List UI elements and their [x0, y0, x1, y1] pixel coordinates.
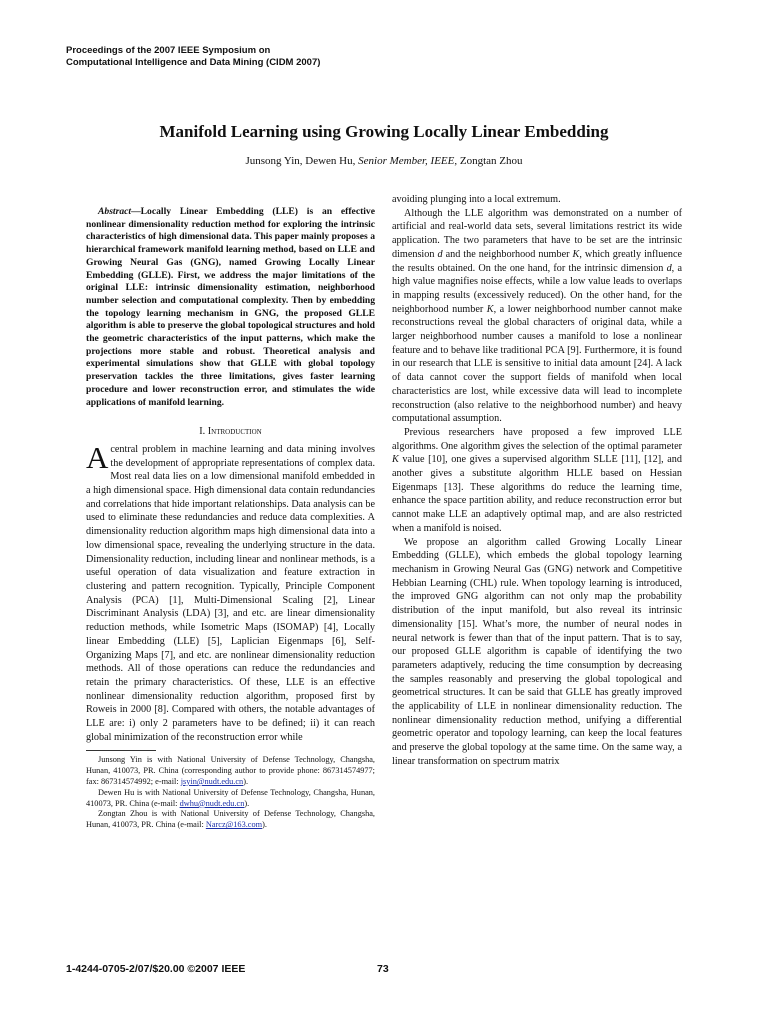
footnote-2-text: Dewen Hu is with National University of Defense Technology, Changsha, Hunan, 410073, PR. China (e-mail:: [86, 787, 375, 808]
r1-part-a: Although the LLE algorithm was demonstrated on a number of artificial and real-world data sets, several limitations restrict its wide application. The two parameters that have to be set are the intrinsic dimension: [392, 207, 682, 260]
author-line: [0, 155, 768, 167]
section-heading-introduction: [86, 425, 375, 439]
r2-part-b: value [10], one gives a supervised algorithm SLLE [11], [12], and another gives a substitute algorithm HLLE based on Hessian Eigenmaps [13]. These algorithms do reduce the learning time, enhance the space partition ability, and reduce reconstruction error but cannot make LLE an adaptively optimal map, and are also restricted when a manifold is noised.: [392, 454, 682, 534]
r2-part-a: Previous researchers have proposed a few improved LLE algorithms. One algorithm gives the selection of the optimal parameter: [392, 426, 682, 452]
proceedings-line-2: Computational Intelligence and Data Mining (CIDM 2007): [66, 57, 321, 68]
page-number: 73: [377, 963, 389, 975]
left-column: [86, 206, 375, 831]
section-title: Introduction: [207, 426, 262, 438]
r1-part-d: , a high value magnifies noise effects, while a low value leads to overlaps in mapping results (excessively reduced). On the other hand, for the neighborhood number: [392, 262, 682, 315]
footnote-2: [86, 788, 375, 810]
footnote-rule: [86, 750, 156, 751]
footnote-2-end: ).: [244, 798, 250, 808]
var-k-2: K: [486, 303, 494, 315]
section-number: I.: [199, 426, 206, 438]
r1-part-c: , which greatly influence the results obtained. On the one hand, for the intrinsic dimension: [392, 248, 682, 274]
right-paragraph-1: [392, 207, 682, 426]
right-paragraph-2: [392, 426, 682, 536]
footnote-1: [86, 755, 375, 787]
r1-part-b: and the neighborhood number: [442, 248, 573, 260]
abstract-label: Abstract: [98, 206, 132, 217]
r1-part-e: , a lower neighborhood number cannot make reconstructions reveal the global characters of original data, while a larger neighborhood number causes a manifold to lose a nonlinear feature and to behave like traditional PCA [9]. Furthermore, it is found in our research that LLE is sensitive to initial data amount [24]. A lack of data cannot cover the support fields of manifold when local characteristics are lost, while excessive data will lead to incomplete reconstruction (also relative to the neighborhood number) and heavy computational assumption.: [392, 303, 682, 425]
var-d-2: d: [666, 262, 672, 274]
footnote-3-text: Zongtan Zhou is with National University of Defense Technology, Changsha, Hunan, 410073, PR. China (e-mail:: [86, 809, 375, 830]
footnote-3-email-link[interactable]: Narcz@163.com: [205, 820, 263, 830]
var-k: K: [572, 248, 580, 260]
proceedings-line-1: Proceedings of the 2007 IEEE Symposium on: [66, 45, 271, 56]
footnote-1-end: ).: [243, 777, 249, 787]
footnote-1-text: Junsong Yin is with National University of Defense Technology, Changsha, Hunan, 410073, PR. China (corresponding author to provide phone: 867314574977; fax: 867314574992; e-mail:: [86, 755, 375, 787]
right-column: [392, 193, 682, 769]
footnote-3: [86, 809, 375, 831]
var-d: d: [437, 248, 443, 260]
intro-paragraph-1-text: central problem in machine learning and data mining involves the development of appropriate representations of complex data. Most real data lies on a low dimensional manifold embedded in a high dimensional space. High dimensional data contain redundancies and correlations that hide important relationships. Data analysis can be used to eliminate these redundancies and reduce data complexities. A dimensionality reduction algorithm maps high dimensional data into a low dimensional space, revealing the underlying structure in the data. Dimensionality reduction, including linear and nonlinear methods, is a useful operation of data visualization and feature extraction in clustering and pattern recognition. Typically, Principle Component Analysis (PCA) [1], Multi-Dimensional Scaling [2], Linear Discriminant Analysis (LDA) [3], and etc. are linear dimensionality reduction methods, while Isometric Maps (ISOMAP) [4], Locally linear Embedding (LLE) [5], Laplician Eigenmaps [6], Self-Organizing Maps [7], and etc. are nonlinear dimensionality reduction methods. All of those operations can reduce the redundancies and retain the primary characteristics. Of these, LLE is an effective nonlinear dimensionality reduction algorithm, proposed first by Roweis in 2000 [8]. Compared with others, the notable advantages of LLE are: i) only 2 parameters have to be defined; ii) it can reach global minimization of the reconstruction error while: [86, 443, 375, 743]
footer-isbn: 1-4244-0705-2/07/$20.00 ©2007 IEEE: [66, 963, 246, 975]
abstract-text: —Locally Linear Embedding (LLE) is an effective nonlinear dimensionality reduction method for exploring the intrinsic characteristics of high dimensional data. This paper mainly proposes a hierarchical framework manifold learning method, based on LLE and Growing Neural Gas (GNG), named Growing Locally Linear Embedding (GLLE). First, we address the major limitations of the original LLE: intrinsic dimensionality estimation, neighborhood number selection and computational complexity. Then by embedding the topology learning mechanism in GNG, the proposed GLLE algorithm is able to preserve the global topological structures and hold the geometric characteristics of the input patterns, which make the projections more stable and robust. Theoretical analysis and experimental simulations show that GLLE with global topology preservation tackles the three limitations, gives faster learning procedure and lower reconstruction error, and stimulates the wide applications of manifold learning.: [86, 206, 375, 408]
paper-title: Manifold Learning using Growing Locally Linear Embedding: [159, 122, 609, 141]
author-names: Junsong Yin, Dewen Hu,: [245, 155, 359, 167]
proceedings-header: [66, 45, 320, 69]
right-paragraph-3: We propose an algorithm called Growing Locally Linear Embedding (GLLE), which embeds the global topology learning mechanism in Growing Neural Gas (GNG) network and Competitive Hebbian Learning (CHL) rule. When topology learning is introduced, the improved GNG algorithm can not only map the probability distribution of the input manifold, but also reveal its intrinsic dimensionality [15]. What’s more, the number of neural nodes in neural network is fewer than that of the input pattern. That is to say, our proposed GLLE algorithm is capable of identifying the two parameters adaptively, reducing the time consumption by decreasing the samples reasonably and preserving the global topological and geometrical structures. It can be said that GLLE has greatly improved the applicability of LLE in nonlinear dimensionality reduction. The nonlinear dimensionality reduction method, unifying a differential geometric operator and topology learning, can keep the local features and preserve the global topology at the same time. On the same way, a linear transformation on spectrum matrix: [392, 536, 682, 767]
abstract: [86, 206, 375, 409]
author-role: Senior Member, IEEE: [358, 155, 455, 167]
intro-paragraph-1: [86, 439, 375, 744]
footnote-3-end: ).: [262, 820, 267, 830]
footnote-2-email-link[interactable]: dwhu@nudt.edu.cn: [179, 798, 245, 808]
var-k-3: K: [392, 454, 399, 466]
right-paragraph-0: avoiding plunging into a local extremum.: [392, 194, 561, 205]
author-last: , Zongtan Zhou: [454, 155, 523, 167]
drop-cap: A: [86, 439, 109, 475]
footnote-1-email-link[interactable]: jsyin@nudt.edu.cn: [180, 777, 244, 787]
